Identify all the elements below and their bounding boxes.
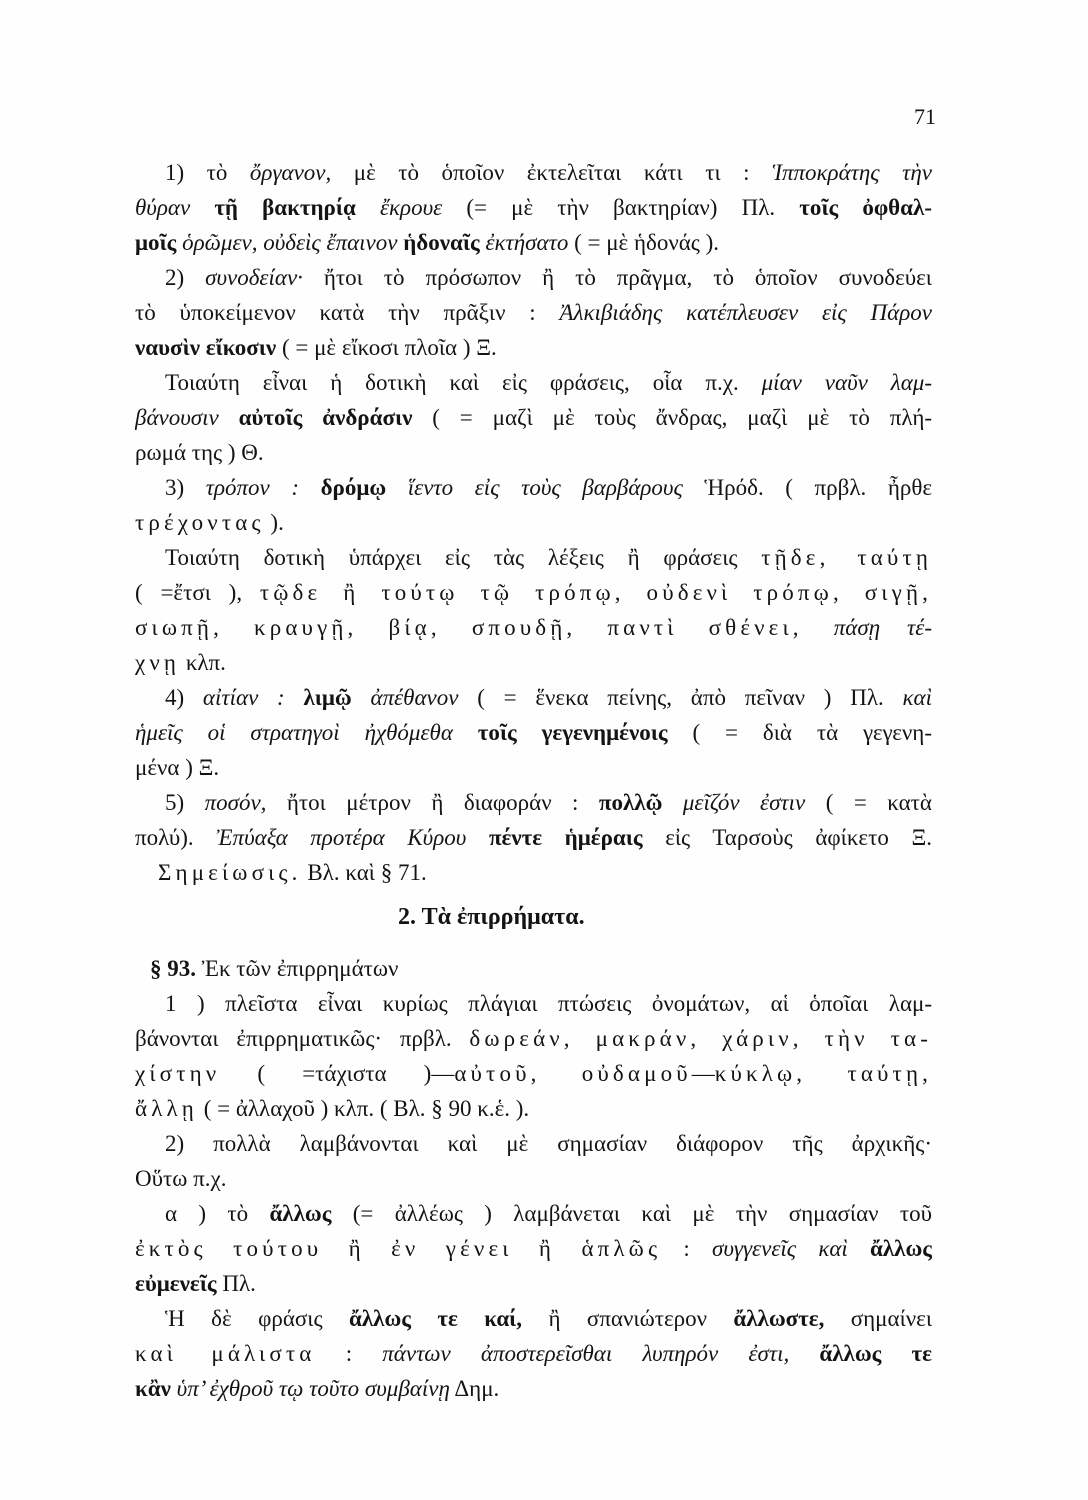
bold-run: κἂν — [135, 1376, 171, 1401]
spaced-run: δωρεάν, μακράν, χάριν, τὴν τα- — [469, 1026, 932, 1051]
text-line — [135, 785, 932, 820]
text-run: ρωμά της ) Θ. — [135, 440, 264, 465]
spaced-run: ἐκτὸς τούτου ἢ ἐν γένει ἢ ἁπλῶς — [135, 1236, 662, 1261]
text-line — [135, 1371, 932, 1406]
italic-run: καὶ — [902, 685, 932, 710]
bold-run: λιμῷ — [303, 685, 352, 710]
text-run: — — [691, 1061, 715, 1086]
text-run: βάνονται ἐπιρρηματικῶς· πρβλ. — [135, 1026, 470, 1051]
text-line — [135, 1161, 932, 1196]
text-run: ἤτοι τὸ πρόσωπον ἢ τὸ πρᾶγμα, τὸ ὁποῖον συνοδεύει — [302, 265, 932, 290]
text-run: ἤτοι μέτρον ἢ διαφοράν : — [266, 790, 599, 815]
text-run: ( = ἕνεκα πείνης, ἀπὸ πεῖναν ) Πλ. — [458, 685, 903, 710]
text-run: τὸ ὑποκείμενον κατὰ τὴν πρᾶξιν : — [135, 300, 560, 325]
text-line — [135, 155, 932, 190]
italic-run: πάσῃ τέ- — [833, 615, 932, 640]
text-run: (= ἀλλέως ) λαμβάνεται καὶ μὲ τὴν σημασίαν τοῦ — [331, 1201, 932, 1226]
text-line — [135, 680, 932, 715]
text-run: 1) τὸ — [165, 160, 250, 185]
italic-run: Ἱπποκράτης τὴν — [772, 160, 932, 185]
text-run: σημαίνει — [824, 1306, 932, 1331]
italic-run: Ἀλκιβιάδης κατέπλευσεν εἰς Πάρον — [559, 300, 932, 325]
text-run: Οὕτω π.χ. — [135, 1166, 227, 1191]
text-run: ( = μὲ εἴκοσι πλοῖα ) Ξ. — [276, 335, 497, 360]
bold-run: τοῖς γεγενημένοις — [477, 720, 668, 745]
bold-run: ἄλλως — [269, 1201, 332, 1226]
italic-run: ὑπ’ ἐχθροῦ τῳ τοῦτο συμβαίνῃ — [170, 1376, 450, 1401]
text-run: 2) — [165, 265, 206, 290]
text-line — [135, 225, 932, 260]
italic-run: αἰτίαν : — [202, 685, 304, 710]
text-run: 5) — [165, 790, 205, 815]
italic-run: μίαν ναῦν λαμ- — [761, 370, 932, 395]
italic-run: βάνουσιν — [135, 405, 239, 430]
text-run: ). — [264, 510, 284, 535]
italic-run: ὁρῶμεν, οὐδεὶς ἔπαινον — [176, 230, 404, 255]
text-run: Ἡρόδ. ( πρβλ. ἦρθε — [682, 475, 932, 500]
text-run: : — [315, 1341, 383, 1366]
italic-run: πάντων ἀποστερεῖσθαι λυπηρόν ἐστι, — [382, 1341, 820, 1366]
bold-run: αὐτοῖς ἀνδράσιν — [238, 405, 413, 430]
text-line — [135, 1336, 932, 1371]
text-line — [135, 400, 932, 435]
text-run: Πλ. — [216, 1271, 256, 1296]
italic-run: μεῖζόν ἐστιν — [662, 790, 806, 815]
text-run: ( =ἔτσι ), — [135, 580, 260, 605]
text-line — [135, 330, 932, 365]
italic-run: ἵεντο εἰς τοὺς βαρβάρους — [386, 475, 683, 500]
text-run: 4) — [165, 685, 203, 710]
spaced-run: τῇδε, ταύτῃ — [761, 545, 932, 570]
text-run: εἰς Ταρσοὺς ἀφίκετο Ξ. — [642, 825, 932, 850]
text-run: 3) — [165, 475, 206, 500]
text-line — [135, 645, 932, 680]
spaced-run: ἄλλῃ — [135, 1096, 198, 1121]
paragraph-heading-line — [135, 951, 932, 986]
text-run: μὲ τὸ ὁποῖον ἐκτελεῖται κάτι τι : — [331, 160, 773, 185]
text-run: Ἐκ τῶν ἐπιρρημάτων — [196, 956, 399, 981]
spaced-run: αὐτοῦ, οὐδαμοῦ — [454, 1061, 692, 1086]
text-run: μένα ) Ξ. — [135, 755, 220, 780]
text-run: πολύ). — [135, 825, 217, 850]
italic-run: τρόπον : — [205, 475, 321, 500]
text-run: Ἡ δὲ φράσις — [165, 1306, 350, 1331]
text-line — [135, 1301, 932, 1336]
italic-run: ποσόν, — [204, 790, 267, 815]
spaced-run: σιωπῇ, κραυγῇ, βίᾳ, σπουδῇ, παντὶ σθένει, — [135, 615, 834, 640]
text-line — [135, 575, 932, 610]
text-run: (= μὲ τὴν βακτηρίαν) Πλ. — [442, 195, 800, 220]
bold-run: τοῖς ὀφθαλ- — [799, 195, 932, 220]
bold-run: ἄλλως τε — [819, 1341, 932, 1366]
bold-run: § 93. — [150, 956, 196, 981]
text-run: ( = κατὰ — [805, 790, 932, 815]
bold-run: πέντε ἡμέραις — [488, 825, 643, 850]
text-run: ( = ἀλλαχοῦ ) κλπ. ( Βλ. § 90 κ.ἑ. ). — [197, 1096, 530, 1121]
text-run: : — [661, 1236, 713, 1261]
text-run: ( =τάχιστα )— — [220, 1061, 455, 1086]
text-line — [135, 1091, 932, 1126]
text-line — [135, 190, 932, 225]
text-line — [135, 1196, 932, 1231]
bold-run: δρόμῳ — [320, 475, 387, 500]
spaced-run: κύκλῳ, ταύτῃ, — [714, 1061, 932, 1086]
text-run: 2) πολλὰ λαμβάνονται καὶ μὲ σημασίαν διάφορον τῆς ἀρχικῆς· — [165, 1131, 932, 1156]
text-run: α ) τὸ — [165, 1201, 270, 1226]
text-run: Τοιαύτη εἶναι ἡ δοτικὴ καὶ εἰς φράσεις, οἷα π.χ. — [165, 370, 762, 395]
text-line — [135, 986, 932, 1021]
text-line — [135, 1231, 932, 1266]
bold-run: ἡδοναῖς — [403, 230, 480, 255]
text-run: Τοιαύτη δοτικὴ ὑπάρχει εἰς τὰς λέξεις ἢ φράσεις — [165, 545, 762, 570]
text-run: ( = μαζὶ μὲ τοὺς ἄνδρας, μαζὶ μὲ τὸ πλή- — [412, 405, 932, 430]
note-line — [135, 855, 932, 890]
italic-run: συγγενεῖς καὶ — [712, 1236, 871, 1261]
page-number: 71 — [914, 104, 936, 129]
text-line — [135, 715, 932, 750]
bold-run: ἄλλωστε, — [733, 1306, 825, 1331]
spaced-run: τρέχοντας — [135, 510, 265, 535]
italic-run: Ἐπύαξα προτέρα Κύρου — [216, 825, 489, 850]
text-line — [135, 750, 932, 785]
text-line — [135, 260, 932, 295]
text-line — [135, 295, 932, 330]
italic-run: ἔκρουε — [355, 195, 443, 220]
spaced-run: Σημείωσις. — [158, 860, 302, 885]
text-line — [135, 820, 932, 855]
text-line — [135, 1266, 932, 1301]
spaced-run: χίστην — [135, 1061, 221, 1086]
spaced-run: καὶ μάλιστα — [135, 1341, 316, 1366]
text-run: Βλ. καὶ § 71. — [301, 860, 427, 885]
text-line — [135, 365, 932, 400]
page-body — [135, 155, 932, 1406]
bold-run: ἄλλως τε καί, — [349, 1306, 523, 1331]
italic-run: ὄργανον, — [249, 160, 332, 185]
text-run: κλπ. — [180, 650, 226, 675]
spaced-run: χνῃ — [135, 650, 181, 675]
text-run: ἢ σπανιώτερον — [522, 1306, 734, 1331]
text-line — [135, 1021, 932, 1056]
bold-run: ἄλλως — [870, 1236, 932, 1261]
text-line — [135, 505, 932, 540]
italic-run: ἐκτήσατο — [479, 230, 569, 255]
bold-run: εὐμενεῖς — [135, 1271, 217, 1296]
bold-run: πολλῷ — [598, 790, 663, 815]
section-heading: 2. Τὰ ἐπιρρήματα. — [398, 904, 585, 930]
text-line — [135, 470, 932, 505]
text-run: Δημ. — [449, 1376, 500, 1401]
text-line — [135, 540, 932, 575]
text-line — [135, 1056, 932, 1091]
italic-run: ἀπέθανον — [351, 685, 459, 710]
italic-run: θύραν — [135, 195, 215, 220]
text-run: 1 ) πλεῖστα εἶναι κυρίως πλάγιαι πτώσεις ὀνομάτων, αἱ ὁποῖαι λαμ- — [165, 991, 932, 1016]
text-line — [135, 1126, 932, 1161]
text-run: ( = μὲ ἡδονάς ). — [568, 230, 720, 255]
spaced-run: τῷδε ἢ τούτῳ τῷ τρόπῳ, οὐδενὶ τρόπῳ, σιγῇ, — [259, 580, 932, 605]
italic-run: συνοδείαν· — [205, 265, 303, 290]
text-line — [135, 610, 932, 645]
text-line — [135, 435, 932, 470]
bold-run: τῇ βακτηρίᾳ — [214, 195, 356, 220]
bold-run: ναυσὶν εἴκοσιν — [135, 335, 277, 360]
text-run: ( = διὰ τὰ γεγενη- — [667, 720, 932, 745]
italic-run: ἡμεῖς οἱ στρατηγοὶ ἠχθόμεθα — [135, 720, 478, 745]
bold-run: μοῖς — [135, 230, 177, 255]
